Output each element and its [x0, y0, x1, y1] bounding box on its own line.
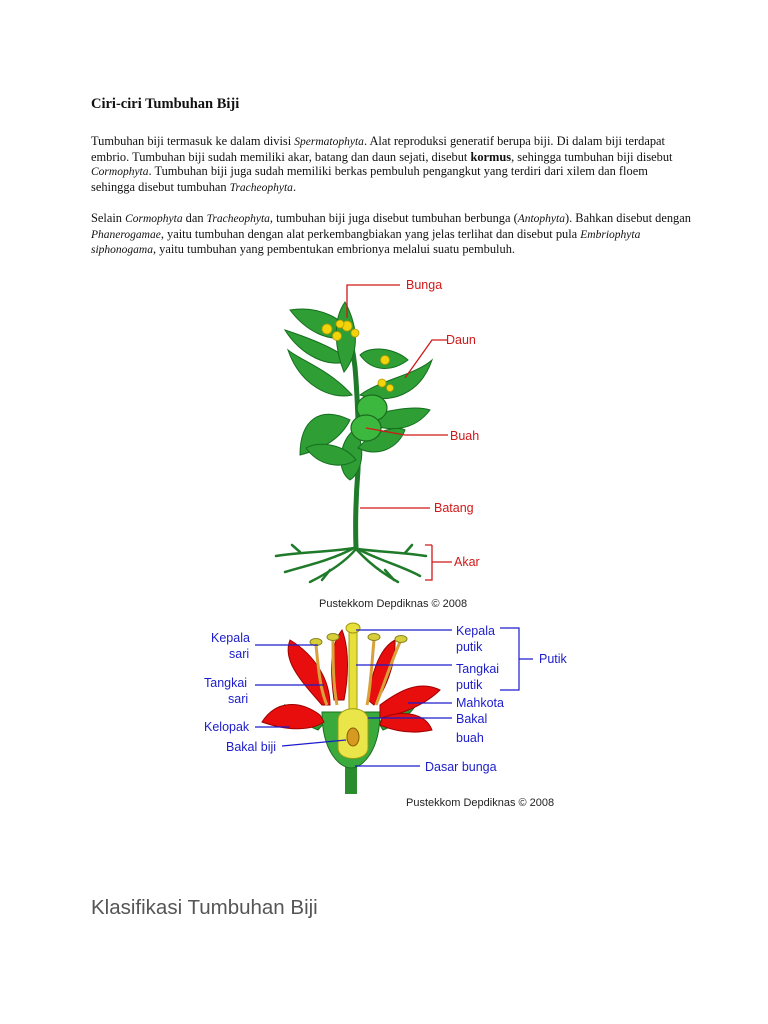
- label-kepala-sari-2: sari: [229, 647, 250, 661]
- root-system: [276, 545, 426, 582]
- label-bakal-buah-2: buah: [456, 731, 484, 745]
- text-run: dan: [182, 211, 207, 225]
- italic-term: Antophyta: [517, 213, 565, 225]
- label-akar: Akar: [454, 555, 480, 569]
- italic-term: Cormophyta: [91, 166, 149, 179]
- label-dasar-bunga: Dasar bunga: [425, 760, 497, 774]
- label-putik: Putik: [539, 652, 567, 666]
- label-mahkota: Mahkota: [456, 696, 504, 710]
- section-heading: Klasifikasi Tumbuhan Biji: [91, 896, 318, 919]
- italic-term: Cormophyta: [125, 213, 183, 225]
- label-kepala-putik-2: putik: [456, 640, 483, 654]
- label-bakal-biji: Bakal biji: [226, 740, 277, 754]
- label-buah: Buah: [450, 429, 480, 443]
- label-daun: Daun: [446, 333, 476, 347]
- pistil-stigma: [346, 623, 360, 633]
- text-run: , sehingga tumbuhan biji disebut: [511, 149, 673, 164]
- label-bakal-buah: Bakal: [456, 712, 488, 726]
- label-bunga: Bunga: [406, 278, 443, 292]
- pistil-style: [349, 632, 357, 712]
- label-tangkai-putik-2: putik: [456, 678, 483, 692]
- text-run: .: [292, 179, 297, 194]
- label-tangkai-putik: Tangkai: [456, 662, 500, 676]
- italic-term: Tracheophyta: [229, 181, 293, 194]
- page-title: Ciri-ciri Tumbuhan Biji: [91, 96, 240, 112]
- flower-diagram: [0, 600, 768, 800]
- italic-term: Spermatophyta: [294, 136, 364, 148]
- label-tangkai-sari: Tangkai: [204, 676, 248, 690]
- label-tangkai-sari-2: sari: [228, 692, 249, 706]
- ovule: [347, 728, 359, 746]
- label-kelopak: Kelopak: [204, 720, 250, 734]
- label-kepala-sari: Kepala: [211, 631, 250, 645]
- text-run: Tumbuhan biji termasuk ke dalam divisi: [91, 134, 295, 148]
- italic-term: Phanerogamae: [91, 228, 161, 241]
- text-run: , yaitu tumbuhan dengan alat perkembangbiakan yang jelas terlihat dan disebut pula: [160, 226, 581, 241]
- text-run: Selain: [91, 211, 126, 225]
- italic-term: Embriophyta siphonogama: [91, 228, 641, 257]
- text-run: , yaitu tumbuhan yang pembentukan embrionya melalui suatu pembuluh.: [152, 242, 515, 257]
- italic-term: Tracheophyta: [206, 213, 270, 225]
- label-kepala-putik: Kepala: [456, 624, 495, 638]
- image-credit-plant: Pustekkom Depdiknas © 2008: [319, 598, 468, 610]
- text-run: . Alat reproduksi generatif berupa biji. Di dalam biji terdapat embrio. Tumbuhan biji sudah memiliki akar, batang dan daun sejati, disebut: [91, 134, 666, 164]
- bold-term: kormus: [470, 149, 512, 164]
- label-batang: Batang: [434, 501, 474, 515]
- text-run: , tumbuhan biji juga disebut tumbuhan berbunga (: [269, 211, 518, 225]
- image-credit-flower: Pustekkom Depdiknas © 2008: [406, 797, 555, 809]
- text-run: . Tumbuhan biji juga sudah memiliki berkas pembuluh pengangkut yang terdiri dari xilem dan floem sehingga disebut tumbuhan: [91, 164, 648, 194]
- text-run: ). Bahkan disebut dengan: [564, 211, 691, 225]
